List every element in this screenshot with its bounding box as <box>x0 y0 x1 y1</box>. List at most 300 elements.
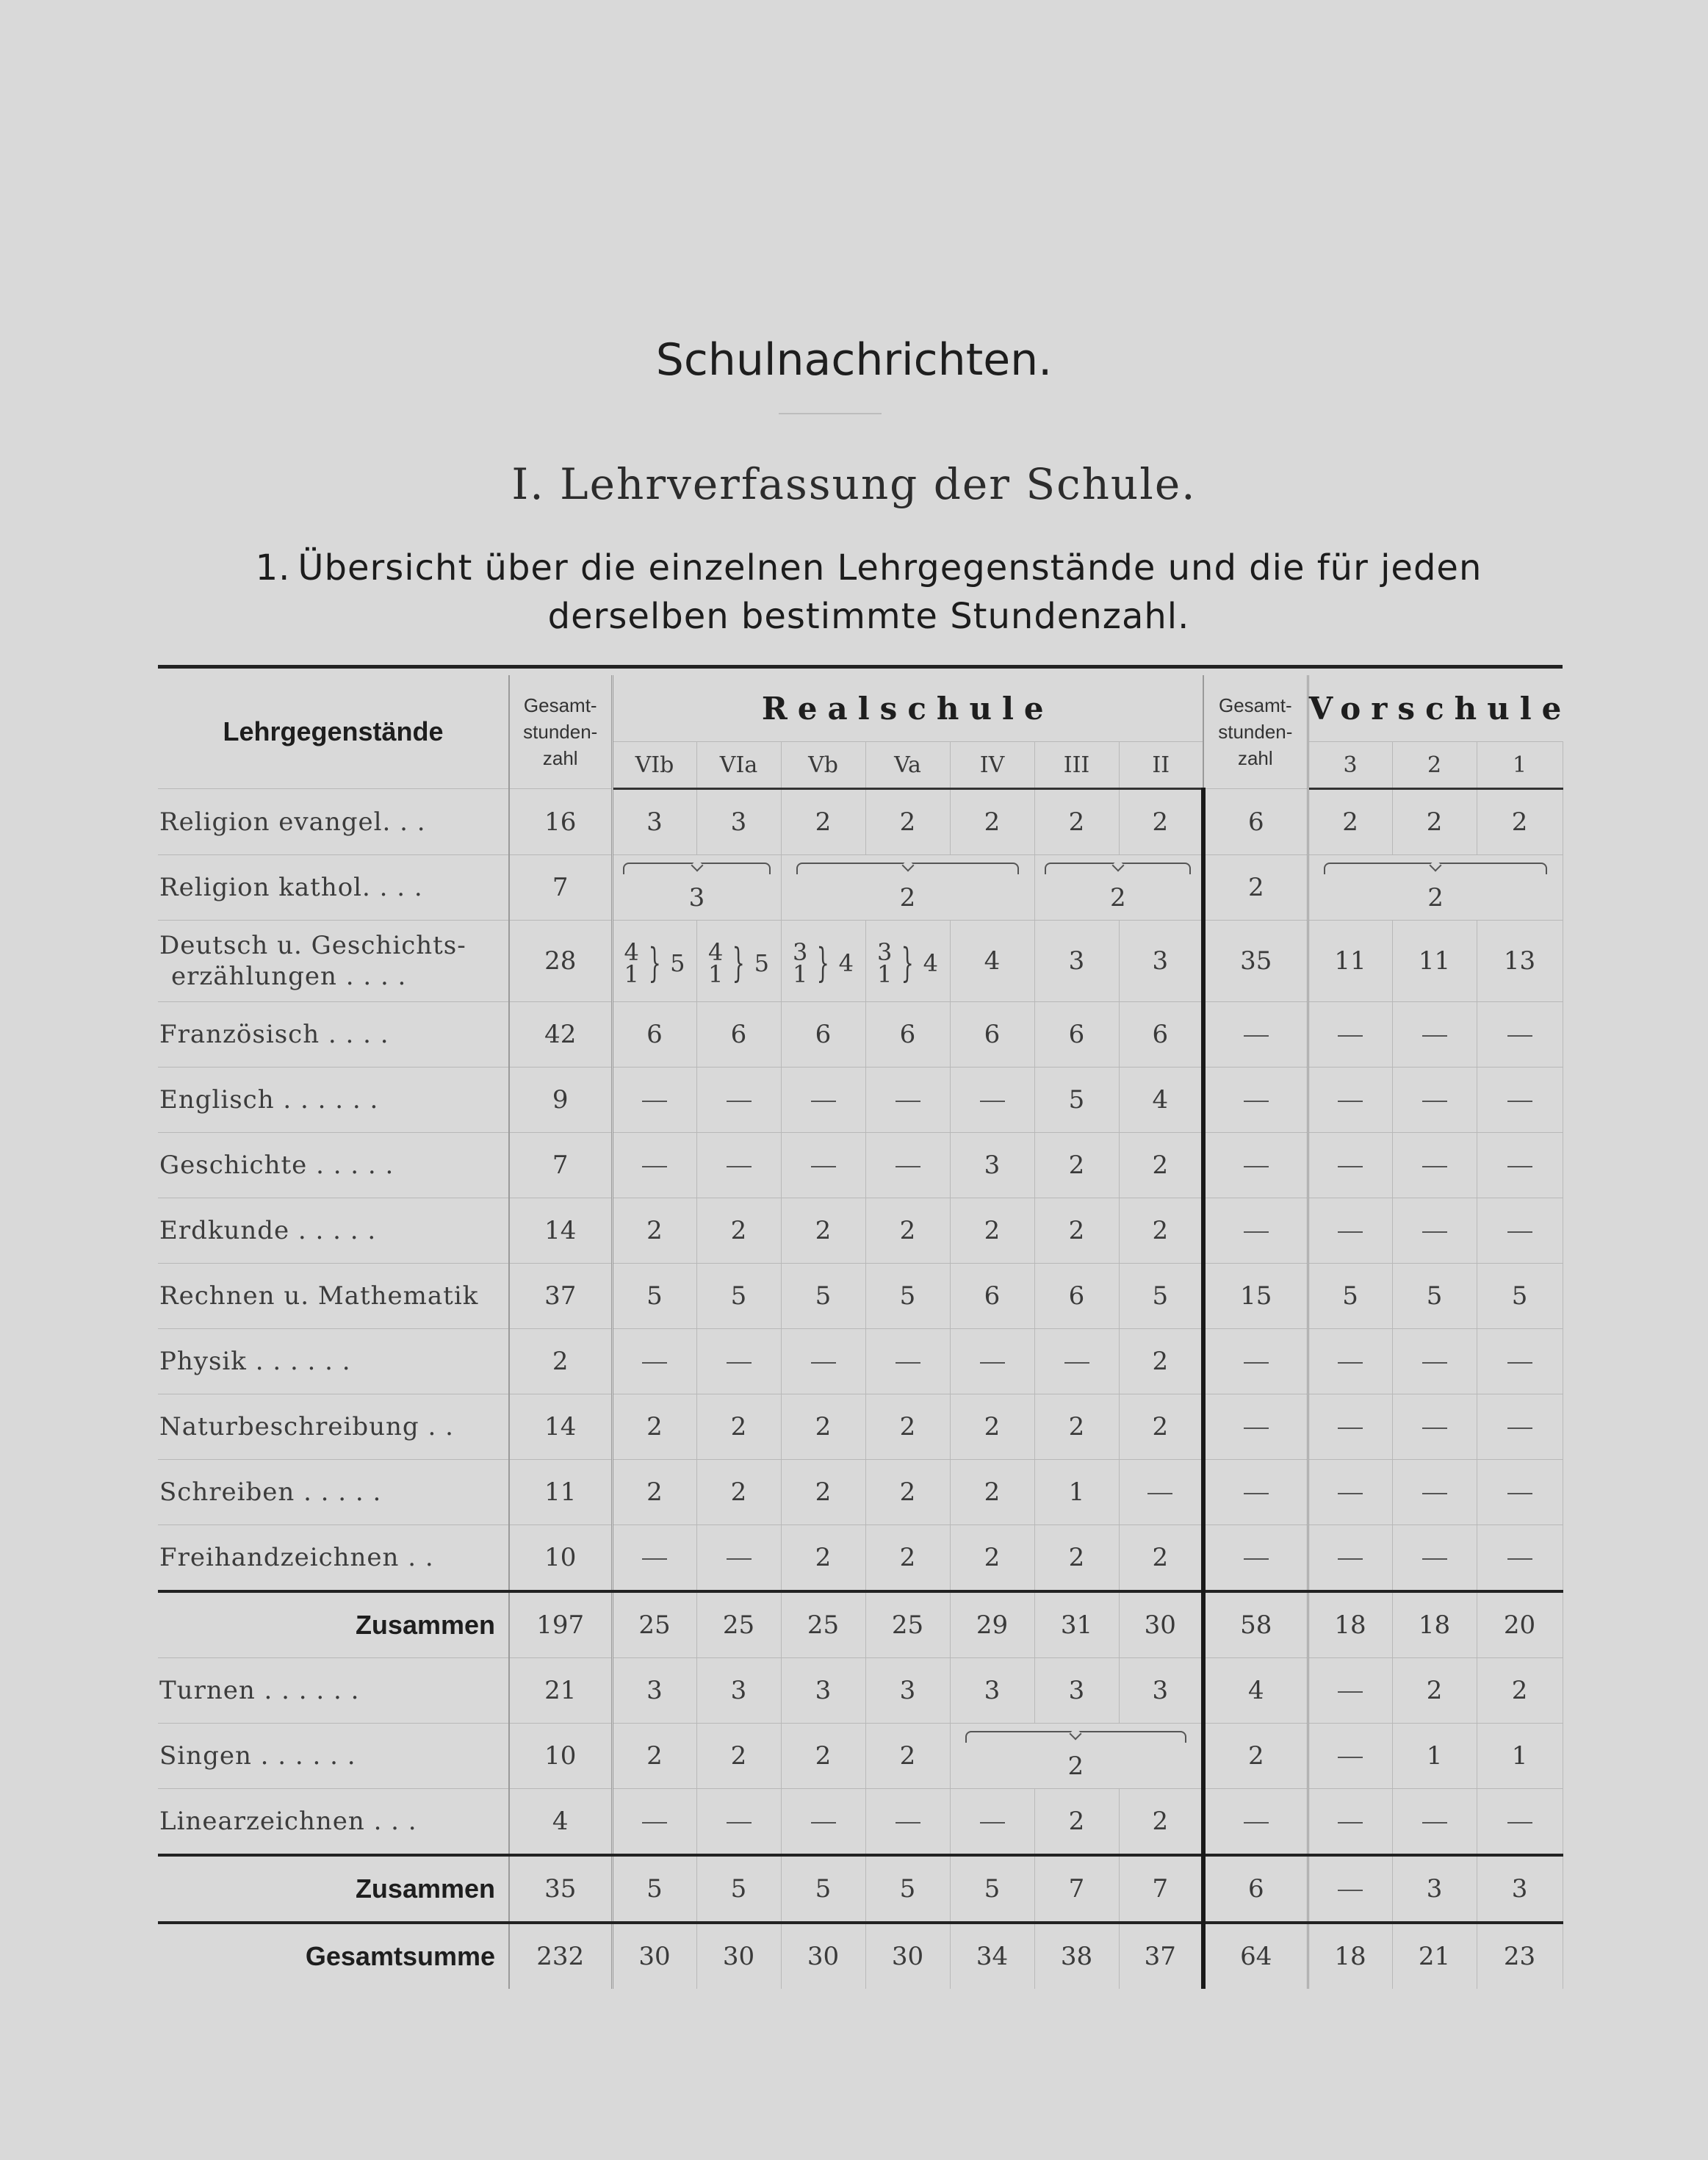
total-realschule-cell: 35 <box>509 1855 612 1923</box>
sum-row <box>158 1855 1563 1923</box>
dash-mark <box>1422 1822 1447 1824</box>
vorschule-hours-cell: 11 <box>1308 921 1392 1002</box>
brace-mark <box>623 863 771 874</box>
total-realschule-cell: 7 <box>509 1133 612 1198</box>
class-hours-cell: 30 <box>696 1923 781 1989</box>
dash-mark <box>1507 1166 1532 1167</box>
span-value: 2 <box>1109 883 1126 912</box>
subject-cell: Zusammen <box>158 1591 509 1658</box>
dash-mark <box>1338 1035 1363 1037</box>
total-realschule-cell: 197 <box>509 1591 612 1658</box>
class-hours-cell <box>865 1133 950 1198</box>
subject-cell: Schreiben . . . . . <box>158 1460 509 1525</box>
class-hours-cell: 3 <box>696 1658 781 1724</box>
subject-cell: Rechnen u. Mathematik <box>158 1264 509 1329</box>
dash-mark <box>1338 1493 1363 1494</box>
total-vorschule-cell <box>1203 1329 1308 1394</box>
total-realschule-cell: 28 <box>509 921 612 1002</box>
header-class-iii: III <box>1034 742 1119 789</box>
class-hours-cell: 5 <box>865 1264 950 1329</box>
vorschule-hours-cell <box>1392 1133 1477 1198</box>
header-class-vib: VIb <box>612 742 696 789</box>
table-row <box>158 1658 1563 1724</box>
vorschule-hours-cell <box>1392 1002 1477 1068</box>
class-hours-cell: 3 <box>1119 1658 1203 1724</box>
total-vorschule-cell: 64 <box>1203 1923 1308 1989</box>
split-sum: 5 <box>754 948 770 977</box>
class-hours-cell: 3 <box>1034 921 1119 1002</box>
total-realschule-cell: 232 <box>509 1923 612 1989</box>
span-value: 2 <box>899 883 916 912</box>
vorschule-hours-cell <box>1308 1658 1392 1724</box>
total-realschule-cell: 42 <box>509 1002 612 1068</box>
dash-mark <box>896 1101 920 1102</box>
class-hours-cell: 6 <box>950 1264 1034 1329</box>
dash-mark <box>1338 1428 1363 1429</box>
vorschule-hours-cell <box>1308 1460 1392 1525</box>
dash-mark <box>811 1166 836 1167</box>
combined-classes-cell <box>1308 855 1563 921</box>
dash-mark <box>1244 1035 1269 1037</box>
class-hours-cell: 3 <box>1119 921 1203 1002</box>
subject-line: erzählungen . . . . <box>171 962 407 991</box>
dash-mark <box>1507 1493 1532 1494</box>
total-vorschule-cell: 58 <box>1203 1591 1308 1658</box>
vorschule-hours-cell: 5 <box>1477 1264 1563 1329</box>
section-heading <box>158 544 1579 641</box>
class-hours-cell: 2 <box>696 1394 781 1460</box>
class-hours-cell: 2 <box>1034 1394 1119 1460</box>
header-vorschule-class-3: 3 <box>1308 742 1392 789</box>
vorschule-hours-cell <box>1308 1525 1392 1592</box>
combined-classes-cell <box>1034 855 1203 921</box>
class-hours-cell: 6 <box>865 1002 950 1068</box>
dash-mark <box>1422 1558 1447 1560</box>
split-hours-cell <box>865 921 950 1002</box>
subject-cell: Naturbeschreibung . . <box>158 1394 509 1460</box>
vorschule-hours-cell: 2 <box>1308 789 1392 855</box>
split-bottom: 1 <box>624 960 639 988</box>
vorschule-hours-cell <box>1308 1394 1392 1460</box>
total-realschule-cell: 14 <box>509 1394 612 1460</box>
class-hours-cell: 30 <box>781 1923 865 1989</box>
dash-mark <box>642 1166 667 1167</box>
dash-mark <box>642 1822 667 1824</box>
total-vorschule-cell <box>1203 1525 1308 1592</box>
vorschule-hours-cell <box>1392 1068 1477 1133</box>
class-hours-cell: 5 <box>696 1264 781 1329</box>
split-sum: 4 <box>923 948 939 977</box>
class-hours-cell <box>696 1133 781 1198</box>
vorschule-hours-cell: 21 <box>1392 1923 1477 1989</box>
subject-cell <box>158 921 509 1002</box>
class-hours-cell: 3 <box>612 789 696 855</box>
class-hours-cell: 2 <box>781 1394 865 1460</box>
total-vorschule-cell <box>1203 1198 1308 1264</box>
table-row <box>158 1198 1563 1264</box>
class-hours-cell: 2 <box>612 1198 696 1264</box>
vorschule-hours-cell <box>1392 1525 1477 1592</box>
total-realschule-cell: 14 <box>509 1198 612 1264</box>
class-hours-cell <box>696 1789 781 1856</box>
class-hours-cell: 2 <box>696 1724 781 1789</box>
vorschule-hours-cell <box>1392 1789 1477 1856</box>
table-row <box>158 1789 1563 1856</box>
class-hours-cell: 2 <box>781 1460 865 1525</box>
dash-mark <box>980 1101 1005 1102</box>
vorschule-hours-cell <box>1477 1525 1563 1592</box>
class-hours-cell: 3 <box>696 789 781 855</box>
dash-mark <box>1422 1035 1447 1037</box>
class-hours-cell: 25 <box>865 1591 950 1658</box>
class-hours-cell: 7 <box>1034 1855 1119 1923</box>
dash-mark <box>1338 1890 1363 1891</box>
dash-mark <box>1507 1231 1532 1233</box>
dash-mark <box>896 1822 920 1824</box>
class-hours-cell <box>1034 1329 1119 1394</box>
vorschule-hours-cell <box>1477 1002 1563 1068</box>
dash-mark <box>727 1101 752 1102</box>
header-total-realschule: Gesamt- stunden- zahl <box>509 675 612 789</box>
dash-mark <box>1338 1362 1363 1364</box>
class-hours-cell: 2 <box>950 1394 1034 1460</box>
class-hours-cell <box>865 1789 950 1856</box>
class-hours-cell <box>612 1329 696 1394</box>
class-hours-cell <box>950 1068 1034 1133</box>
table-row <box>158 1724 1563 1789</box>
span-value: 2 <box>1427 883 1444 912</box>
combined-classes-cell <box>612 855 781 921</box>
class-hours-cell: 5 <box>950 1855 1034 1923</box>
subject-cell: Erdkunde . . . . . <box>158 1198 509 1264</box>
total-vorschule-cell: 6 <box>1203 789 1308 855</box>
table-row <box>158 1460 1563 1525</box>
class-hours-cell: 30 <box>865 1923 950 1989</box>
class-hours-cell: 2 <box>865 789 950 855</box>
subject-cell: Gesamtsumme <box>158 1923 509 1989</box>
dash-mark <box>1507 1035 1532 1037</box>
total-vorschule-cell: 2 <box>1203 855 1308 921</box>
class-hours-cell <box>781 1068 865 1133</box>
dash-mark <box>1244 1558 1269 1560</box>
class-hours-cell: 2 <box>696 1198 781 1264</box>
table-top-rule <box>158 665 1563 669</box>
split-bottom: 1 <box>707 960 724 988</box>
dash-mark <box>980 1362 1005 1364</box>
class-hours-cell: 5 <box>1034 1068 1119 1133</box>
split-bottom: 1 <box>876 960 893 988</box>
dash-mark <box>811 1822 836 1824</box>
class-hours-cell <box>781 1789 865 1856</box>
vorschule-hours-cell <box>1392 1198 1477 1264</box>
class-hours-cell <box>612 1068 696 1133</box>
page-title: Schulnachrichten. <box>655 334 1053 386</box>
subject-cell: Geschichte . . . . . <box>158 1133 509 1198</box>
class-hours-cell <box>1119 1460 1203 1525</box>
dash-mark <box>642 1362 667 1364</box>
subject-cell: Englisch . . . . . . <box>158 1068 509 1133</box>
section-heading-line-1: Übersicht über die einzelnen Lehrgegenstände und die für jeden <box>298 547 1482 588</box>
dash-mark <box>1244 1101 1269 1102</box>
total-vorschule-cell: 6 <box>1203 1855 1308 1923</box>
title-divider <box>779 413 882 414</box>
vorschule-hours-cell <box>1392 1394 1477 1460</box>
table-row <box>158 1394 1563 1460</box>
header-vorschule: Vorschule <box>1308 675 1563 742</box>
total-vorschule-cell: 35 <box>1203 921 1308 1002</box>
total-vorschule-cell <box>1203 1002 1308 1068</box>
class-hours-cell: 37 <box>1119 1923 1203 1989</box>
class-hours-cell: 2 <box>612 1394 696 1460</box>
class-hours-cell <box>612 1789 696 1856</box>
dash-mark <box>642 1558 667 1560</box>
class-hours-cell: 3 <box>781 1658 865 1724</box>
brace-mark: } <box>816 939 830 986</box>
class-hours-cell: 2 <box>1034 1789 1119 1856</box>
vorschule-hours-cell: 2 <box>1477 789 1563 855</box>
class-hours-cell: 31 <box>1034 1591 1119 1658</box>
class-hours-cell <box>781 1133 865 1198</box>
dash-mark <box>1244 1493 1269 1494</box>
split-top: 4 <box>707 937 724 966</box>
dash-mark <box>1422 1428 1447 1429</box>
dash-mark <box>1338 1822 1363 1824</box>
dash-mark <box>727 1166 752 1167</box>
class-hours-cell: 2 <box>781 1525 865 1592</box>
vorschule-hours-cell <box>1477 1198 1563 1264</box>
subject-cell: Singen . . . . . . <box>158 1724 509 1789</box>
section-number: 1. <box>255 547 291 588</box>
subject-cell: Turnen . . . . . . <box>158 1658 509 1724</box>
dash-mark <box>727 1362 752 1364</box>
vorschule-hours-cell <box>1477 1329 1563 1394</box>
table-row <box>158 1002 1563 1068</box>
vorschule-hours-cell <box>1308 1068 1392 1133</box>
dash-mark <box>1507 1822 1532 1824</box>
class-hours-cell: 2 <box>1034 789 1119 855</box>
vorschule-hours-cell: 13 <box>1477 921 1563 1002</box>
class-hours-cell: 7 <box>1119 1855 1203 1923</box>
vorschule-hours-cell: 3 <box>1392 1855 1477 1923</box>
class-hours-cell: 2 <box>865 1724 950 1789</box>
class-hours-cell: 30 <box>612 1923 696 1989</box>
class-hours-cell <box>865 1068 950 1133</box>
class-hours-cell: 2 <box>1034 1525 1119 1592</box>
class-hours-cell <box>950 1329 1034 1394</box>
total-realschule-cell: 10 <box>509 1724 612 1789</box>
hours-table <box>158 675 1572 1989</box>
total-realschule-cell: 7 <box>509 855 612 921</box>
dash-mark <box>1422 1166 1447 1167</box>
dash-mark <box>727 1558 752 1560</box>
split-top: 3 <box>876 937 893 966</box>
table-row <box>158 1264 1563 1329</box>
header-vorschule-class-1: 1 <box>1477 742 1563 789</box>
dash-mark <box>1338 1166 1363 1167</box>
brace-mark: } <box>648 939 661 986</box>
vorschule-hours-cell: 11 <box>1392 921 1477 1002</box>
header-class-va: Va <box>865 742 950 789</box>
dash-mark <box>1244 1428 1269 1429</box>
class-hours-cell: 2 <box>950 1525 1034 1592</box>
class-hours-cell: 34 <box>950 1923 1034 1989</box>
class-hours-cell: 6 <box>612 1002 696 1068</box>
sum-row <box>158 1591 1563 1658</box>
split-sum: 5 <box>670 948 685 977</box>
dash-mark <box>1507 1558 1532 1560</box>
vorschule-hours-cell <box>1308 1724 1392 1789</box>
table-row <box>158 1525 1563 1592</box>
class-hours-cell: 2 <box>950 1198 1034 1264</box>
split-sum: 4 <box>838 948 854 977</box>
class-hours-cell: 3 <box>612 1658 696 1724</box>
subject-cell: Religion evangel. . . <box>158 789 509 855</box>
class-hours-cell: 2 <box>1119 1525 1203 1592</box>
total-vorschule-cell: 2 <box>1203 1724 1308 1789</box>
header-class-ii: II <box>1119 742 1203 789</box>
dash-mark <box>727 1822 752 1824</box>
grand-row <box>158 1923 1563 1989</box>
class-hours-cell: 3 <box>950 1133 1034 1198</box>
split-hours-cell <box>696 921 781 1002</box>
class-hours-cell: 4 <box>1119 1068 1203 1133</box>
total-vorschule-cell <box>1203 1460 1308 1525</box>
vorschule-hours-cell: 23 <box>1477 1923 1563 1989</box>
class-hours-cell: 6 <box>1034 1002 1119 1068</box>
class-hours-cell: 2 <box>865 1198 950 1264</box>
class-hours-cell <box>950 1789 1034 1856</box>
vorschule-hours-cell <box>1477 1394 1563 1460</box>
header-class-iv: IV <box>950 742 1034 789</box>
class-hours-cell: 2 <box>1119 1329 1203 1394</box>
dash-mark <box>1422 1101 1447 1102</box>
span-value: 2 <box>1067 1752 1084 1781</box>
class-hours-cell <box>612 1525 696 1592</box>
vorschule-hours-cell: 18 <box>1392 1591 1477 1658</box>
split-top: 4 <box>624 937 639 966</box>
class-hours-cell: 6 <box>696 1002 781 1068</box>
vorschule-hours-cell: 2 <box>1392 1658 1477 1724</box>
dash-mark <box>1338 1691 1363 1693</box>
class-hours-cell: 2 <box>1119 1198 1203 1264</box>
header-total-vorschule: Gesamt- stunden- zahl <box>1203 675 1308 789</box>
class-hours-cell <box>781 1329 865 1394</box>
subject-cell: Physik . . . . . . <box>158 1329 509 1394</box>
total-realschule-cell: 16 <box>509 789 612 855</box>
split-hours-cell <box>781 921 865 1002</box>
brace-mark <box>796 863 1019 874</box>
total-realschule-cell: 10 <box>509 1525 612 1592</box>
dash-mark <box>1147 1493 1172 1494</box>
class-hours-cell: 6 <box>950 1002 1034 1068</box>
vorschule-hours-cell: 1 <box>1392 1724 1477 1789</box>
class-hours-cell: 2 <box>865 1525 950 1592</box>
class-hours-cell: 2 <box>1119 789 1203 855</box>
class-hours-cell: 3 <box>865 1658 950 1724</box>
class-hours-cell: 2 <box>781 1198 865 1264</box>
class-hours-cell: 2 <box>612 1724 696 1789</box>
class-hours-cell: 2 <box>865 1394 950 1460</box>
total-vorschule-cell <box>1203 1789 1308 1856</box>
vorschule-hours-cell: 3 <box>1477 1855 1563 1923</box>
subject-cell: Zusammen <box>158 1855 509 1923</box>
total-vorschule-cell: 4 <box>1203 1658 1308 1724</box>
vorschule-hours-cell <box>1392 1460 1477 1525</box>
table-row <box>158 1068 1563 1133</box>
dash-mark <box>811 1101 836 1102</box>
dash-mark <box>1244 1362 1269 1364</box>
dash-mark <box>1244 1231 1269 1233</box>
vorschule-hours-cell: 20 <box>1477 1591 1563 1658</box>
class-hours-cell: 5 <box>612 1264 696 1329</box>
dash-mark <box>896 1362 920 1364</box>
vorschule-hours-cell <box>1477 1460 1563 1525</box>
dash-mark <box>811 1362 836 1364</box>
class-hours-cell: 2 <box>1119 1394 1203 1460</box>
class-hours-cell <box>696 1068 781 1133</box>
vorschule-hours-cell <box>1308 1855 1392 1923</box>
class-hours-cell: 25 <box>696 1591 781 1658</box>
dash-mark <box>1507 1428 1532 1429</box>
class-hours-cell: 2 <box>612 1460 696 1525</box>
class-hours-cell: 5 <box>696 1855 781 1923</box>
section-heading-line-2: derselben bestimmte Stundenzahl. <box>547 596 1190 637</box>
total-vorschule-cell: 15 <box>1203 1264 1308 1329</box>
class-hours-cell: 3 <box>950 1658 1034 1724</box>
subject-cell: Linearzeichnen . . . <box>158 1789 509 1856</box>
vorschule-hours-cell <box>1477 1133 1563 1198</box>
class-hours-cell: 25 <box>612 1591 696 1658</box>
dash-mark <box>1422 1231 1447 1233</box>
header-class-via: VIa <box>696 742 781 789</box>
chapter-heading: I. Lehrverfassung der Schule. <box>511 459 1197 509</box>
header-realschule: Realschule <box>612 675 1203 742</box>
table-row <box>158 921 1563 1002</box>
total-realschule-cell: 9 <box>509 1068 612 1133</box>
dash-mark <box>642 1101 667 1102</box>
class-hours-cell: 2 <box>1034 1198 1119 1264</box>
vorschule-hours-cell: 5 <box>1308 1264 1392 1329</box>
class-hours-cell: 2 <box>781 789 865 855</box>
total-vorschule-cell <box>1203 1394 1308 1460</box>
total-vorschule-cell <box>1203 1133 1308 1198</box>
brace-mark <box>965 1731 1186 1743</box>
header-vorschule-class-2: 2 <box>1392 742 1477 789</box>
class-hours-cell: 1 <box>1034 1460 1119 1525</box>
class-hours-cell: 5 <box>865 1855 950 1923</box>
subject-cell: Religion kathol. . . . <box>158 855 509 921</box>
class-hours-cell: 2 <box>696 1460 781 1525</box>
combined-classes-cell <box>781 855 1034 921</box>
dash-mark <box>1507 1101 1532 1102</box>
combined-classes-cell <box>950 1724 1203 1789</box>
table-row <box>158 1133 1563 1198</box>
vorschule-hours-cell <box>1477 1068 1563 1133</box>
class-hours-cell: 4 <box>950 921 1034 1002</box>
vorschule-hours-cell <box>1308 1329 1392 1394</box>
brace-mark: } <box>901 939 915 986</box>
dash-mark <box>1338 1231 1363 1233</box>
class-hours-cell <box>865 1329 950 1394</box>
class-hours-cell: 29 <box>950 1591 1034 1658</box>
class-hours-cell: 5 <box>1119 1264 1203 1329</box>
class-hours-cell: 5 <box>781 1264 865 1329</box>
total-realschule-cell: 21 <box>509 1658 612 1724</box>
split-top: 3 <box>792 937 808 966</box>
class-hours-cell: 3 <box>1034 1658 1119 1724</box>
total-realschule-cell: 2 <box>509 1329 612 1394</box>
dash-mark <box>1422 1362 1447 1364</box>
